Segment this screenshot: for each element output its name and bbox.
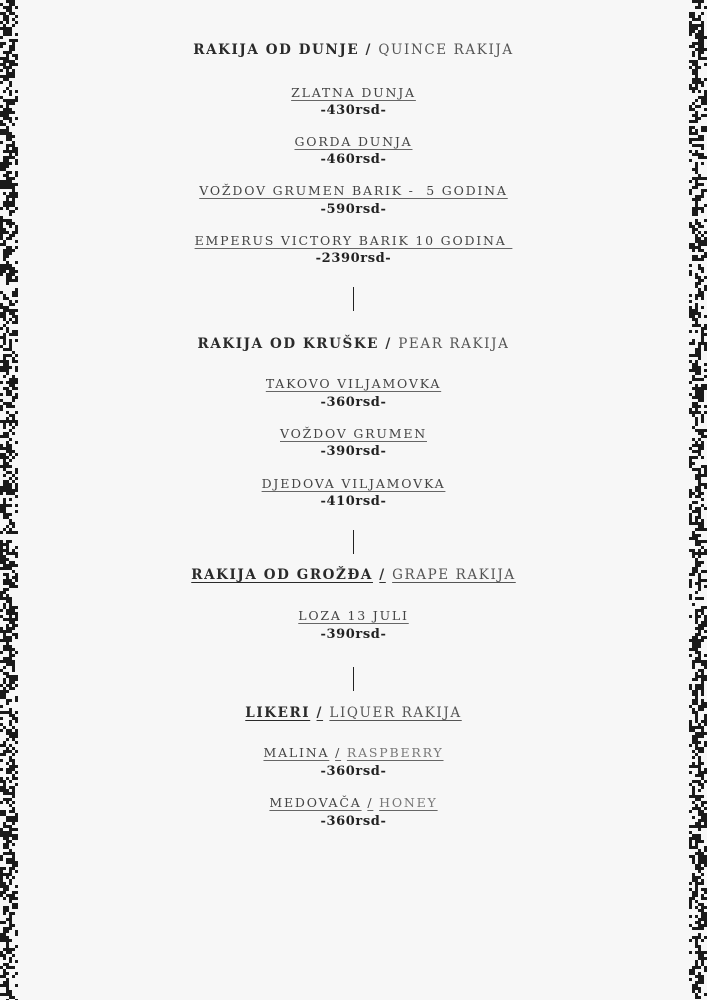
menu-item-price: -360rsd- xyxy=(320,395,387,410)
section-heading-liquer: LIKERI / LIQUER RAKIJA xyxy=(245,705,462,721)
section-divider xyxy=(353,287,354,311)
menu-item-name: ZLATNA DUNJA xyxy=(291,85,416,100)
menu-item-name: VOŽDOV GRUMEN xyxy=(280,426,427,441)
section-heading-grape: RAKIJA OD GROŽĐA / GRAPE RAKIJA xyxy=(191,567,516,583)
menu-item-name: GORDA DUNJA xyxy=(294,134,413,149)
menu-item-name: VOŽDOV GRUMEN BARIK - 5 GODINA xyxy=(199,183,508,198)
menu-item-name: DJEDOVA VILJAMOVKA xyxy=(261,476,446,491)
menu-item-price: -590rsd- xyxy=(320,202,387,217)
menu-item-name: LOZA 13 JULI xyxy=(298,608,409,623)
menu-item-price: -360rsd- xyxy=(320,764,387,779)
section-heading-quince: RAKIJA OD DUNJE / QUINCE RAKIJA xyxy=(193,42,514,58)
section-heading-pear: RAKIJA OD KRUŠKE / PEAR RAKIJA xyxy=(197,336,510,352)
menu-item-price: -390rsd- xyxy=(320,444,387,459)
right-folk-pattern-border xyxy=(689,0,707,1000)
menu-item-price: -360rsd- xyxy=(320,814,387,829)
menu-item-price: -2390rsd- xyxy=(315,251,392,266)
menu-item-price: -410rsd- xyxy=(320,494,387,509)
menu-item-name: MEDOVAČA / HONEY xyxy=(269,795,438,810)
menu-item-name: TAKOVO VILJAMOVKA xyxy=(265,376,442,391)
menu-item-name: MALINA / RASPBERRY xyxy=(263,745,444,760)
section-divider xyxy=(353,530,354,554)
menu-item-price: -430rsd- xyxy=(320,103,387,118)
section-divider xyxy=(353,667,354,691)
left-folk-pattern-border xyxy=(0,0,18,1000)
menu-item-name: EMPERUS VICTORY BARIK 10 GODINA xyxy=(194,233,513,248)
menu-item-price: -390rsd- xyxy=(320,627,387,642)
menu-item-price: -460rsd- xyxy=(320,152,387,167)
